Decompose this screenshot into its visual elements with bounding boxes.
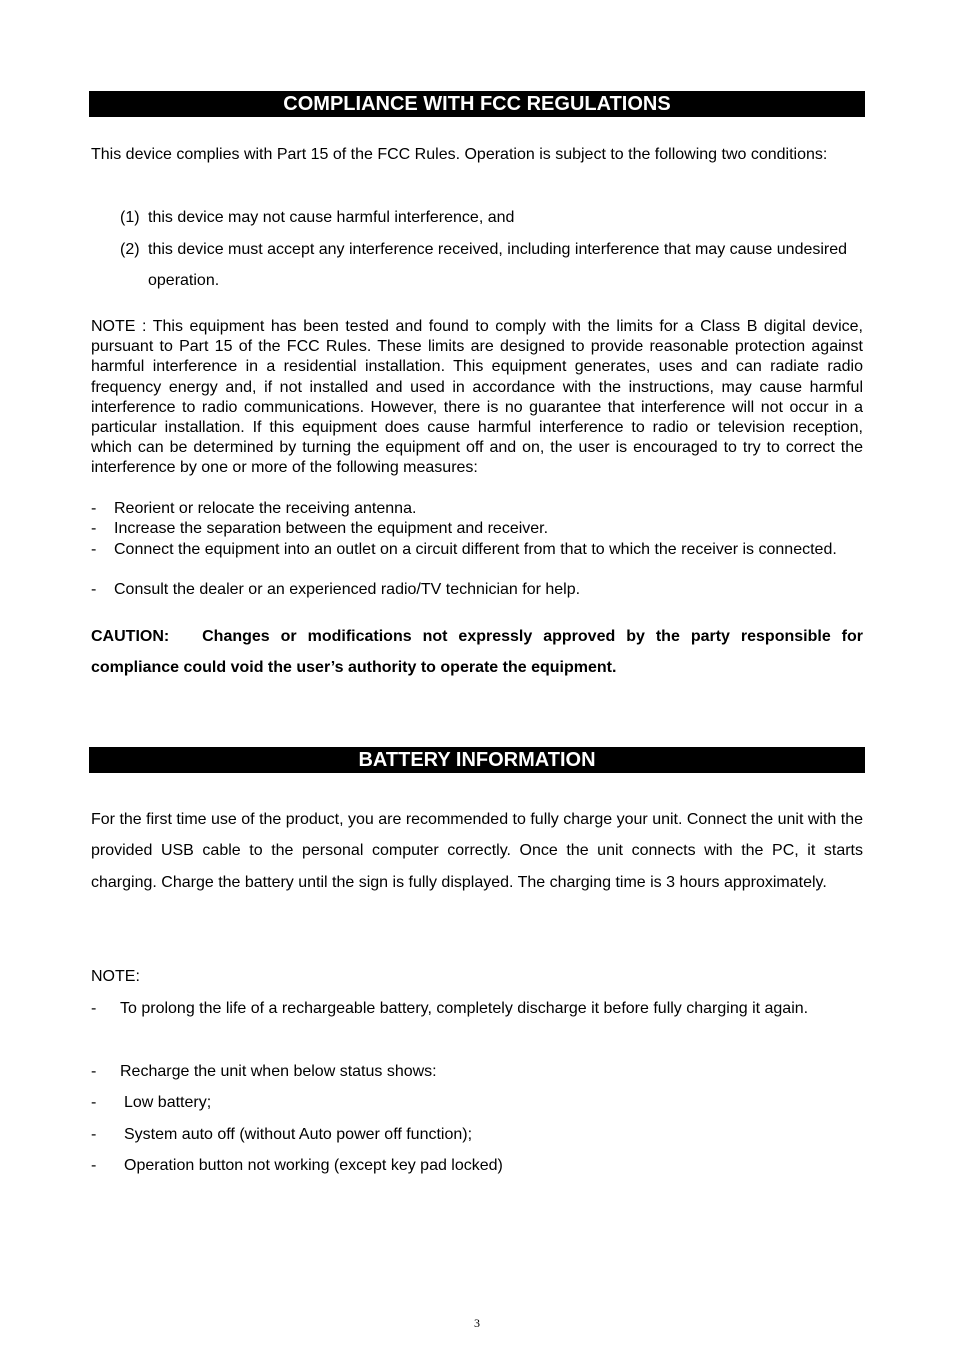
condition-number: (1) — [120, 209, 140, 226]
condition-number: (2) — [120, 241, 140, 258]
list-bullet: - — [91, 541, 97, 558]
battery-note-item: System auto off (without Auto power off function); — [124, 1126, 473, 1143]
list-bullet: - — [91, 520, 97, 537]
fcc-intro-paragraph: This device complies with Part 15 of the FCC Rules. Operation is subject to the following two conditions: — [91, 146, 828, 163]
battery-note-label: NOTE: — [91, 968, 140, 985]
list-bullet: - — [91, 500, 97, 517]
battery-note-item: To prolong the life of a rechargeable battery, completely discharge it before fully charging it again. — [120, 1000, 809, 1017]
battery-note-item: Recharge the unit when below status shows: — [120, 1063, 437, 1080]
battery-note-item: Operation button not working (except key pad locked) — [124, 1157, 503, 1174]
measure-item: Increase the separation between the equipment and receiver. — [114, 520, 549, 537]
fcc-note-paragraph: NOTE : This equipment has been tested and found to comply with the limits for a Class B digital device, pursuant to Part 15 of the FCC Rules. These limits are designed to provide reasonable protection against harmful interference in a residential installation. This equipment generates, uses and can radiate radio frequency energy and, if not installed and used in accordance with the instructions, may cause harmful interference to radio communications. However, there is no guarantee that interference will not occur in a particular installation. If this equipment does cause harmful interference to radio or television reception, which can be determined by turning the equipment off and on, the user is encouraged to try to correct the interference by one or more of the following measures: — [91, 318, 863, 477]
list-bullet: - — [91, 1000, 97, 1017]
battery-section-heading: BATTERY INFORMATION — [89, 747, 865, 773]
fcc-section-heading: COMPLIANCE WITH FCC REGULATIONS — [89, 91, 865, 117]
caution-label: CAUTION: — [91, 628, 170, 645]
caution-text: Changes or modifications not expressly approved by the party responsible for compliance could void the user’s authority to operate the equipment. — [91, 628, 864, 677]
page-number: 3 — [474, 1316, 480, 1330]
measure-item: Reorient or relocate the receiving antenna. — [114, 500, 417, 517]
measure-item: Consult the dealer or an experienced radio/TV technician for help. — [114, 581, 581, 598]
battery-intro-paragraph: For the first time use of the product, you are recommended to fully charge your unit. Connect the unit with the provided USB cable to the personal computer correctly. Once the unit connects with the PC, it starts charging. Charge the battery until the sign is fully displayed. The charging time is 3 hours approximately. — [91, 811, 863, 891]
list-bullet: - — [91, 1126, 97, 1143]
measure-item: Connect the equipment into an outlet on a circuit different from that to which the receiver is connected. — [114, 541, 837, 558]
list-bullet: - — [91, 1157, 97, 1174]
list-bullet: - — [91, 1063, 97, 1080]
battery-note-item: Low battery; — [124, 1094, 212, 1111]
list-bullet: - — [91, 1094, 97, 1111]
caution-paragraph — [91, 621, 863, 684]
condition-text: this device must accept any interference received, including interference that may cause undesired operation. — [148, 241, 848, 290]
condition-text: this device may not cause harmful interference, and — [148, 209, 515, 226]
list-bullet: - — [91, 581, 97, 598]
